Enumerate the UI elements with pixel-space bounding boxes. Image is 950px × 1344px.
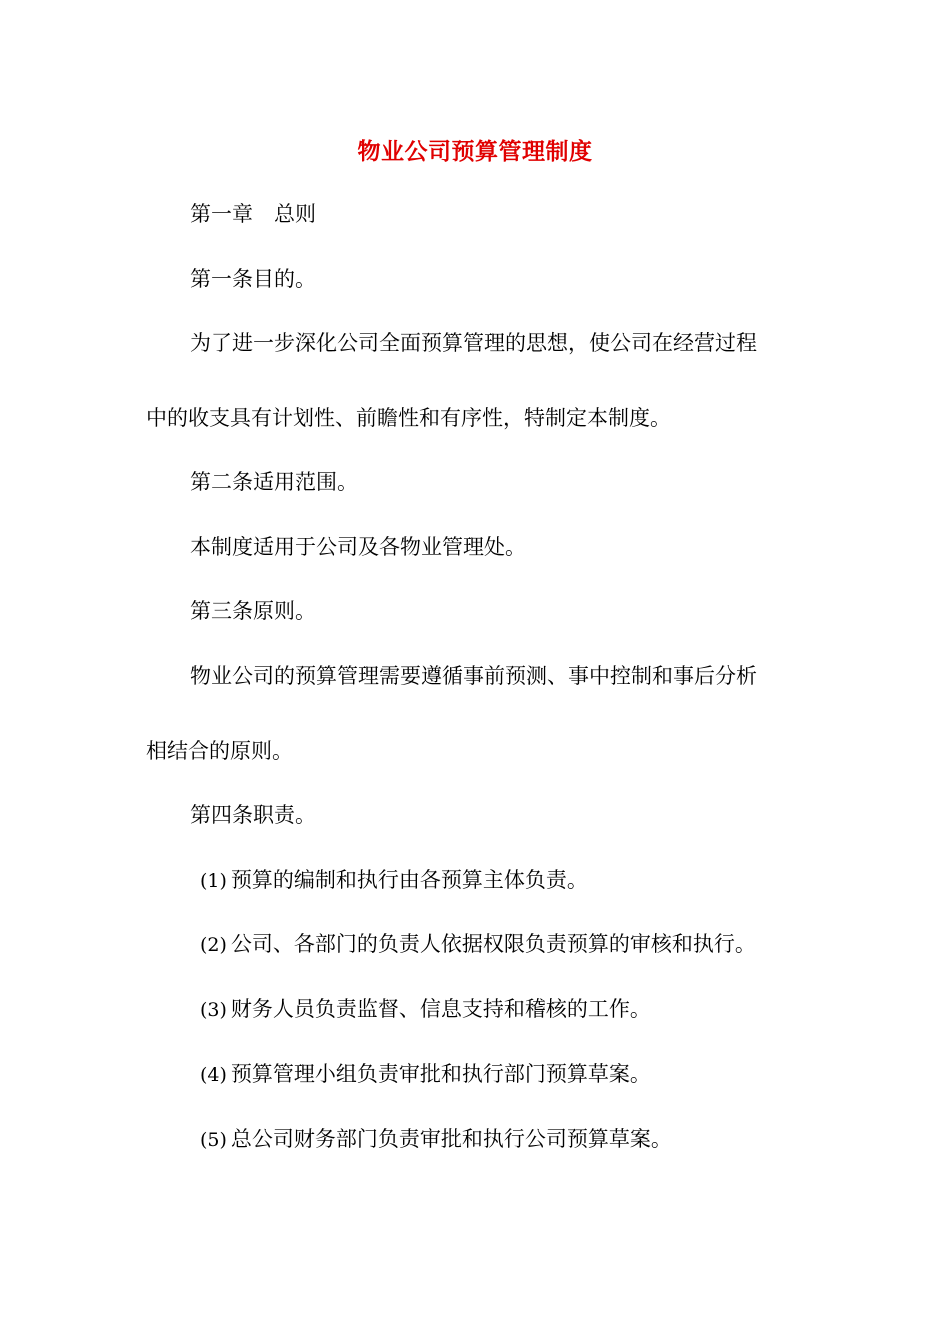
- duty-item-4: [200, 1059, 651, 1090]
- article-3-heading: 第三条原则。: [190, 599, 316, 623]
- article-1-paragraph-line-1: 为了进一步深化公司全面预算管理的思想，使公司在经营过程: [190, 331, 757, 355]
- duty-item-3-number: (3): [200, 999, 227, 1021]
- duty-item-5: [200, 1124, 672, 1155]
- duty-item-5-number: (5): [200, 1129, 227, 1151]
- article-2-paragraph: 本制度适用于公司及各物业管理处。: [190, 535, 526, 559]
- duty-item-3: [200, 994, 651, 1025]
- article-2-heading: 第二条适用范围。: [190, 470, 358, 494]
- document-title: 物业公司预算管理制度: [357, 139, 593, 165]
- duty-item-2-number: (2): [200, 934, 227, 956]
- duty-item-5-text: 总公司财务部门负责审批和执行公司预算草案。: [230, 1127, 672, 1151]
- duty-item-3-text: 财务人员负责监督、信息支持和稽核的工作。: [230, 997, 651, 1021]
- duty-item-2: [200, 929, 756, 960]
- article-3-paragraph-line-2: 相结合的原则。: [146, 739, 293, 763]
- chapter-heading: 第一章 总则: [190, 202, 316, 226]
- article-4-heading: 第四条职责。: [190, 803, 316, 827]
- duty-item-1-text: 预算的编制和执行由各预算主体负责。: [230, 868, 588, 892]
- duty-item-2-text: 公司、各部门的负责人依据权限负责预算的审核和执行。: [230, 932, 756, 956]
- article-1-paragraph-line-2: 中的收支具有计划性、前瞻性和有序性，特制定本制度。: [146, 406, 671, 430]
- article-1-heading: 第一条目的。: [190, 267, 316, 291]
- duty-item-4-text: 预算管理小组负责审批和执行部门预算草案。: [230, 1062, 651, 1086]
- duty-item-4-number: (4): [200, 1064, 227, 1086]
- duty-item-1-number: (1): [200, 870, 227, 892]
- article-3-paragraph-line-1: 物业公司的预算管理需要遵循事前预测、事中控制和事后分析: [190, 664, 757, 688]
- duty-item-1: [200, 865, 588, 896]
